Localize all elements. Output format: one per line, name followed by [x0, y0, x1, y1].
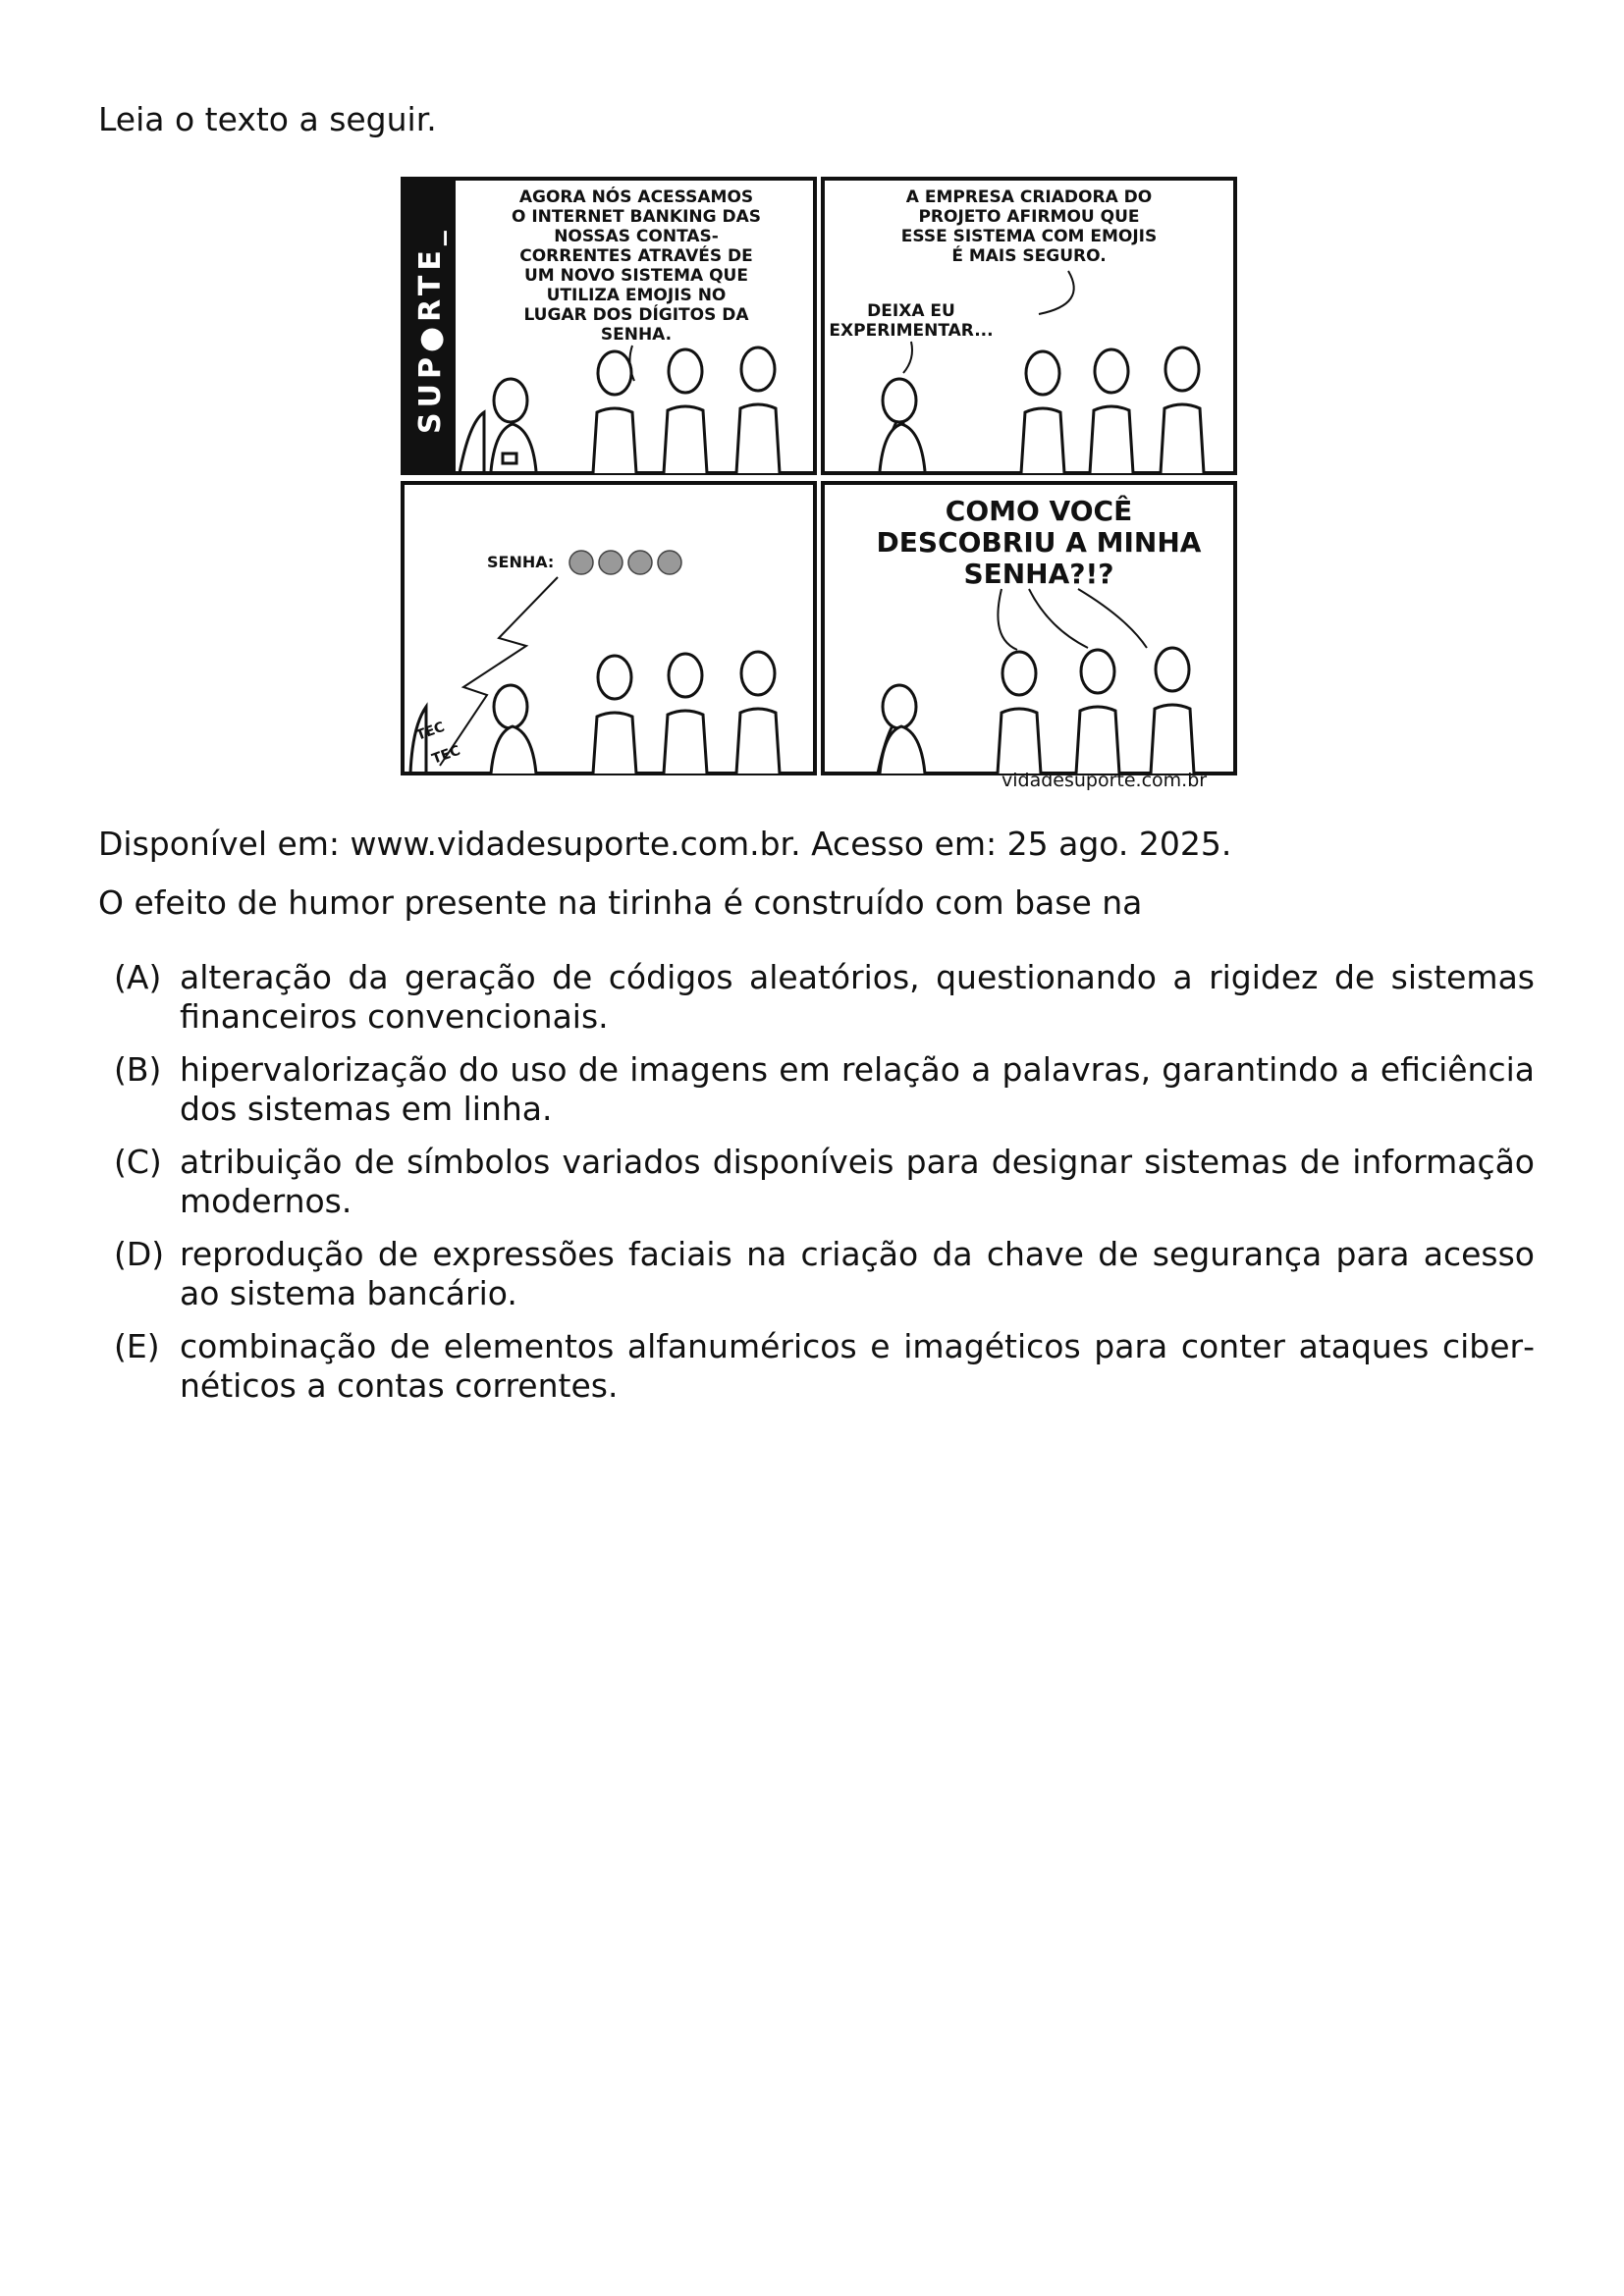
panel2-line-4: É MAIS SEGURO. — [951, 246, 1107, 266]
option-c[interactable] — [98, 1143, 1535, 1221]
panel1-line-5: UM NOVO SISTEMA QUE — [524, 266, 748, 286]
comic-panel-3 — [403, 483, 815, 774]
comic-panel-2 — [823, 179, 1235, 473]
password-label: SENHA: — [487, 553, 555, 571]
option-d-letter: (D) — [114, 1235, 165, 1273]
typing-sound-2: TEC — [429, 742, 462, 768]
panel1-line-3: NOSSAS CONTAS- — [554, 227, 719, 246]
panel1-line-7: LUGAR DOS DÍGITOS DA — [523, 305, 749, 325]
option-b-text: hipervalorização do uso de imagens em relação a palavras, garantindo a eficiência dos sistemas em linha. — [180, 1050, 1535, 1128]
comic-panel-4 — [823, 483, 1235, 774]
comic-panel-1 — [403, 179, 815, 473]
character-group — [593, 347, 780, 473]
source-citation: Disponível em: www.vidadesuporte.com.br. Acesso em: 25 ago. 2025. — [98, 825, 1232, 863]
question-stem: O efeito de humor presente na tirinha é construído com base na — [98, 883, 1143, 922]
panel1-line-6: UTILIZA EMOJIS NO — [546, 286, 727, 305]
panel4-line-3: SENHA?!? — [963, 558, 1114, 590]
option-a-text: alteração da geração de códigos aleatórios, questionando a rigidez de sistemas financeiros convencionais. — [180, 958, 1535, 1036]
panel2-line-2: PROJETO AFIRMOU QUE — [918, 207, 1140, 227]
option-e-letter: (E) — [114, 1327, 160, 1365]
option-c-letter: (C) — [114, 1143, 162, 1181]
comic-credit: vidadesuporte.com.br — [1001, 770, 1208, 791]
option-e[interactable] — [98, 1327, 1535, 1406]
panel1-line-1: AGORA NÓS ACESSAMOS — [518, 187, 754, 207]
option-c-text: atribuição de símbolos variados disponíveis para designar sistemas de informação modernos. — [180, 1143, 1535, 1220]
option-b[interactable] — [98, 1050, 1535, 1129]
panel2-reply-line-2: EXPERIMENTAR... — [829, 321, 994, 341]
comic-panel-1-caption — [512, 186, 761, 345]
panel2-line-3: ESSE SISTEMA COM EMOJIS — [900, 227, 1158, 246]
intro-text: Leia o texto a seguir. — [98, 100, 437, 138]
panel4-line-1: COMO VOCÊ — [945, 495, 1133, 527]
panel4-line-2: DESCOBRIU A MINHA — [876, 526, 1202, 559]
comic-strip — [401, 177, 1237, 795]
panel1-line-2: O INTERNET BANKING DAS — [511, 207, 762, 227]
panel1-line-4: CORRENTES ATRAVÉS DE — [519, 246, 753, 266]
panel2-line-1: A EMPRESA CRIADORA DO — [905, 187, 1153, 207]
option-b-letter: (B) — [114, 1050, 162, 1089]
panel2-reply-line-1: DEIXA EU — [867, 301, 955, 321]
option-d[interactable] — [98, 1235, 1535, 1313]
comic-side-label: SUP●RTE_ — [413, 226, 448, 434]
option-e-text: combinação de elementos alfanuméricos e imagéticos para conter ataques cibernéticos a contas correntes. — [180, 1327, 1535, 1405]
option-a[interactable] — [98, 958, 1535, 1037]
option-a-letter: (A) — [114, 958, 162, 996]
typing-sound-1: TEC — [413, 719, 447, 744]
option-d-text: reprodução de expressões faciais na criação da chave de segurança para acesso ao sistema bancário. — [180, 1235, 1535, 1312]
panel1-line-8: SENHA. — [600, 325, 673, 345]
